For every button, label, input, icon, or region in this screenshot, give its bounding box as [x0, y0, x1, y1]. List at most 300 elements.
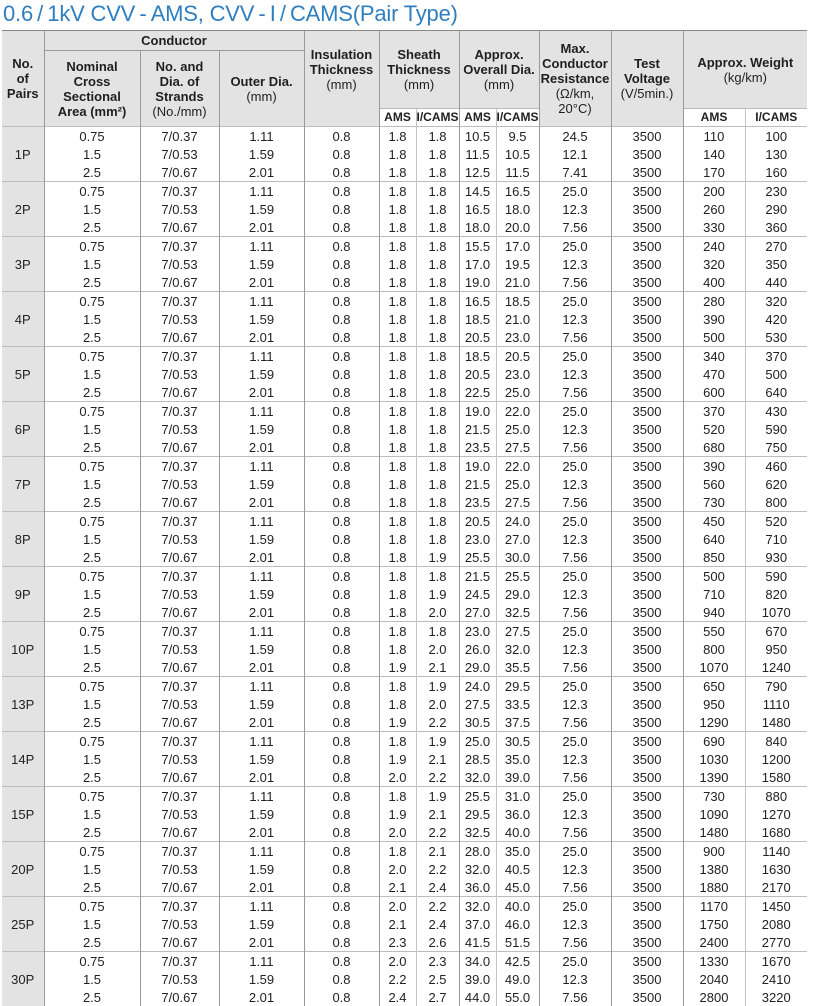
- overall-ams-cell: 23.0: [459, 530, 496, 548]
- outer-dia-cell: 1.11: [219, 512, 304, 531]
- weight-icams-cell: 2080: [745, 915, 807, 933]
- sheath-icams-cell: 1.8: [416, 182, 459, 201]
- sheath-icams-cell: 2.1: [416, 658, 459, 677]
- insulation-cell: 0.8: [304, 732, 379, 751]
- overall-icams-cell: 55.0: [496, 988, 539, 1006]
- weight-icams-cell: 100: [745, 127, 807, 146]
- sheath-icams-cell: 2.0: [416, 603, 459, 622]
- test-voltage-cell: 3500: [611, 347, 683, 366]
- overall-icams-cell: 46.0: [496, 915, 539, 933]
- resistance-cell: 12.3: [539, 420, 611, 438]
- insulation-cell: 0.8: [304, 457, 379, 476]
- insulation-cell: 0.8: [304, 200, 379, 218]
- overall-icams-cell: 22.0: [496, 402, 539, 421]
- weight-ams-cell: 710: [683, 585, 745, 603]
- outer-dia-cell: 1.11: [219, 677, 304, 696]
- test-voltage-cell: 3500: [611, 933, 683, 952]
- sheath-icams-cell: 1.8: [416, 457, 459, 476]
- sheath-ams-cell: 1.8: [379, 182, 416, 201]
- sheath-icams-cell: 2.2: [416, 768, 459, 787]
- sheath-ams-cell: 1.8: [379, 292, 416, 311]
- table-row: [2, 347, 807, 366]
- weight-ams-cell: 640: [683, 530, 745, 548]
- table-row: [2, 897, 807, 916]
- overall-icams-cell: 35.0: [496, 842, 539, 861]
- sheath-icams-cell: 2.1: [416, 750, 459, 768]
- overall-ams-cell: 21.5: [459, 420, 496, 438]
- outer-dia-cell: 2.01: [219, 328, 304, 347]
- insulation-cell: 0.8: [304, 328, 379, 347]
- test-voltage-cell: 3500: [611, 952, 683, 971]
- outer-dia-cell: 1.59: [219, 860, 304, 878]
- outer-dia-cell: 1.59: [219, 145, 304, 163]
- sheath-icams-cell: 1.8: [416, 310, 459, 328]
- outer-dia-cell: 2.01: [219, 548, 304, 567]
- overall-ams-cell: 10.5: [459, 127, 496, 146]
- table-row: [2, 585, 807, 603]
- header-outer-dia: Outer Dia. (mm): [219, 51, 304, 127]
- weight-icams-cell: 460: [745, 457, 807, 476]
- weight-ams-cell: 690: [683, 732, 745, 751]
- sheath-ams-cell: 1.8: [379, 548, 416, 567]
- weight-icams-cell: 640: [745, 383, 807, 402]
- weight-icams-cell: 820: [745, 585, 807, 603]
- sheath-ams-cell: 1.8: [379, 127, 416, 146]
- pairs-cell: 9P: [2, 567, 44, 622]
- strands-cell: 7/0.37: [140, 127, 219, 146]
- test-voltage-cell: 3500: [611, 182, 683, 201]
- overall-icams-cell: 25.5: [496, 567, 539, 586]
- weight-icams-cell: 360: [745, 218, 807, 237]
- overall-icams-cell: 40.5: [496, 860, 539, 878]
- insulation-cell: 0.8: [304, 493, 379, 512]
- overall-ams-cell: 32.0: [459, 768, 496, 787]
- strands-cell: 7/0.37: [140, 512, 219, 531]
- test-voltage-cell: 3500: [611, 567, 683, 586]
- table-row: [2, 292, 807, 311]
- weight-ams-cell: 390: [683, 457, 745, 476]
- table-row: [2, 732, 807, 751]
- sheath-ams-cell: 1.8: [379, 512, 416, 531]
- insulation-cell: 0.8: [304, 768, 379, 787]
- insulation-cell: 0.8: [304, 787, 379, 806]
- strands-cell: 7/0.53: [140, 585, 219, 603]
- insulation-cell: 0.8: [304, 897, 379, 916]
- nominal-area-cell: 0.75: [44, 292, 140, 311]
- table-row: [2, 658, 807, 677]
- strands-cell: 7/0.67: [140, 878, 219, 897]
- strands-cell: 7/0.67: [140, 218, 219, 237]
- weight-ams-cell: 240: [683, 237, 745, 256]
- test-voltage-cell: 3500: [611, 145, 683, 163]
- weight-icams-cell: 160: [745, 163, 807, 182]
- resistance-cell: 25.0: [539, 457, 611, 476]
- sheath-icams-cell: 2.2: [416, 713, 459, 732]
- test-voltage-cell: 3500: [611, 658, 683, 677]
- nominal-area-cell: 0.75: [44, 897, 140, 916]
- table-row: [2, 182, 807, 201]
- weight-ams-cell: 390: [683, 310, 745, 328]
- nominal-area-cell: 2.5: [44, 438, 140, 457]
- test-voltage-cell: 3500: [611, 677, 683, 696]
- nominal-area-cell: 2.5: [44, 933, 140, 952]
- insulation-cell: 0.8: [304, 347, 379, 366]
- overall-ams-cell: 11.5: [459, 145, 496, 163]
- overall-ams-cell: 44.0: [459, 988, 496, 1006]
- strands-cell: 7/0.53: [140, 805, 219, 823]
- insulation-cell: 0.8: [304, 475, 379, 493]
- sheath-icams-cell: 1.8: [416, 292, 459, 311]
- test-voltage-cell: 3500: [611, 768, 683, 787]
- nominal-area-cell: 0.75: [44, 182, 140, 201]
- insulation-cell: 0.8: [304, 750, 379, 768]
- table-row: [2, 163, 807, 182]
- table-row: [2, 475, 807, 493]
- test-voltage-cell: 3500: [611, 200, 683, 218]
- overall-ams-cell: 18.5: [459, 310, 496, 328]
- outer-dia-cell: 1.11: [219, 347, 304, 366]
- weight-icams-cell: 670: [745, 622, 807, 641]
- insulation-cell: 0.8: [304, 530, 379, 548]
- table-row: [2, 402, 807, 421]
- overall-ams-cell: 23.0: [459, 622, 496, 641]
- header-resistance: Max. Conductor Resistance (Ω/km, 20°C): [539, 31, 611, 127]
- strands-cell: 7/0.37: [140, 457, 219, 476]
- strands-cell: 7/0.53: [140, 695, 219, 713]
- overall-ams-cell: 19.0: [459, 273, 496, 292]
- outer-dia-cell: 1.59: [219, 915, 304, 933]
- sheath-ams-cell: 2.1: [379, 878, 416, 897]
- nominal-area-cell: 1.5: [44, 640, 140, 658]
- weight-ams-cell: 400: [683, 273, 745, 292]
- header-test-voltage: Test Voltage (V/5min.): [611, 31, 683, 127]
- nominal-area-cell: 2.5: [44, 493, 140, 512]
- weight-icams-cell: 590: [745, 567, 807, 586]
- table-row: [2, 255, 807, 273]
- nominal-area-cell: 0.75: [44, 842, 140, 861]
- sheath-icams-cell: 1.8: [416, 567, 459, 586]
- table-row: [2, 952, 807, 971]
- pairs-cell: 2P: [2, 182, 44, 237]
- overall-icams-cell: 18.5: [496, 292, 539, 311]
- weight-icams-cell: 3220: [745, 988, 807, 1006]
- insulation-cell: 0.8: [304, 273, 379, 292]
- test-voltage-cell: 3500: [611, 402, 683, 421]
- nominal-area-cell: 0.75: [44, 402, 140, 421]
- nominal-area-cell: 1.5: [44, 365, 140, 383]
- strands-cell: 7/0.53: [140, 310, 219, 328]
- weight-ams-cell: 520: [683, 420, 745, 438]
- sheath-icams-cell: 2.6: [416, 933, 459, 952]
- overall-ams-cell: 18.5: [459, 347, 496, 366]
- outer-dia-cell: 2.01: [219, 768, 304, 787]
- overall-ams-cell: 21.5: [459, 475, 496, 493]
- overall-icams-cell: 30.0: [496, 548, 539, 567]
- test-voltage-cell: 3500: [611, 438, 683, 457]
- insulation-cell: 0.8: [304, 622, 379, 641]
- weight-ams-cell: 500: [683, 328, 745, 347]
- weight-ams-cell: 1290: [683, 713, 745, 732]
- weight-icams-cell: 290: [745, 200, 807, 218]
- test-voltage-cell: 3500: [611, 328, 683, 347]
- weight-ams-cell: 470: [683, 365, 745, 383]
- weight-icams-cell: 1630: [745, 860, 807, 878]
- overall-icams-cell: 21.0: [496, 310, 539, 328]
- sheath-icams-cell: 1.8: [416, 622, 459, 641]
- header-insulation: Insulation Thickness (mm): [304, 31, 379, 109]
- table-header: [2, 31, 807, 127]
- resistance-cell: 12.3: [539, 585, 611, 603]
- weight-icams-cell: 2410: [745, 970, 807, 988]
- overall-icams-cell: 24.0: [496, 512, 539, 531]
- outer-dia-cell: 1.11: [219, 952, 304, 971]
- resistance-cell: 12.3: [539, 310, 611, 328]
- overall-icams-cell: 32.0: [496, 640, 539, 658]
- outer-dia-cell: 2.01: [219, 823, 304, 842]
- sheath-icams-cell: 1.9: [416, 787, 459, 806]
- strands-cell: 7/0.37: [140, 952, 219, 971]
- resistance-cell: 7.56: [539, 658, 611, 677]
- table-row: [2, 750, 807, 768]
- table-row: [2, 328, 807, 347]
- weight-ams-cell: 2040: [683, 970, 745, 988]
- weight-ams-cell: 1750: [683, 915, 745, 933]
- overall-icams-cell: 19.5: [496, 255, 539, 273]
- strands-cell: 7/0.67: [140, 658, 219, 677]
- sheath-ams-cell: 1.8: [379, 383, 416, 402]
- test-voltage-cell: 3500: [611, 878, 683, 897]
- test-voltage-cell: 3500: [611, 163, 683, 182]
- overall-icams-cell: 40.0: [496, 823, 539, 842]
- overall-icams-cell: 49.0: [496, 970, 539, 988]
- table-row: [2, 713, 807, 732]
- overall-icams-cell: 16.5: [496, 182, 539, 201]
- table-row: [2, 145, 807, 163]
- test-voltage-cell: 3500: [611, 457, 683, 476]
- overall-icams-cell: 17.0: [496, 237, 539, 256]
- outer-dia-cell: 1.59: [219, 475, 304, 493]
- sheath-icams-cell: 2.1: [416, 842, 459, 861]
- overall-icams-cell: 27.0: [496, 530, 539, 548]
- insulation-cell: 0.8: [304, 658, 379, 677]
- sheath-ams-cell: 1.8: [379, 677, 416, 696]
- resistance-cell: 25.0: [539, 732, 611, 751]
- nominal-area-cell: 2.5: [44, 768, 140, 787]
- table-row: [2, 383, 807, 402]
- table-row: [2, 677, 807, 696]
- nominal-area-cell: 2.5: [44, 548, 140, 567]
- overall-ams-cell: 32.5: [459, 823, 496, 842]
- weight-icams-cell: 1480: [745, 713, 807, 732]
- table-row: [2, 493, 807, 512]
- weight-icams-cell: 1200: [745, 750, 807, 768]
- weight-icams-cell: 710: [745, 530, 807, 548]
- table-row: [2, 823, 807, 842]
- sheath-icams-cell: 1.9: [416, 585, 459, 603]
- spec-table: [2, 30, 807, 1006]
- weight-ams-cell: 800: [683, 640, 745, 658]
- insulation-cell: 0.8: [304, 860, 379, 878]
- weight-ams-cell: 950: [683, 695, 745, 713]
- nominal-area-cell: 2.5: [44, 328, 140, 347]
- sheath-ams-cell: 1.8: [379, 493, 416, 512]
- weight-ams-cell: 1330: [683, 952, 745, 971]
- table-row: [2, 878, 807, 897]
- table-row: [2, 970, 807, 988]
- outer-dia-cell: 1.11: [219, 842, 304, 861]
- overall-icams-cell: 42.5: [496, 952, 539, 971]
- strands-cell: 7/0.37: [140, 732, 219, 751]
- overall-icams-cell: 39.0: [496, 768, 539, 787]
- resistance-cell: 24.5: [539, 127, 611, 146]
- strands-cell: 7/0.37: [140, 622, 219, 641]
- test-voltage-cell: 3500: [611, 218, 683, 237]
- weight-ams-cell: 370: [683, 402, 745, 421]
- sheath-icams-cell: 2.1: [416, 805, 459, 823]
- header-conductor: Conductor: [44, 31, 304, 51]
- resistance-cell: 12.3: [539, 255, 611, 273]
- table-row: [2, 457, 807, 476]
- table-row: [2, 860, 807, 878]
- overall-ams-cell: 24.0: [459, 677, 496, 696]
- nominal-area-cell: 2.5: [44, 823, 140, 842]
- test-voltage-cell: 3500: [611, 548, 683, 567]
- sheath-icams-cell: 1.9: [416, 732, 459, 751]
- overall-ams-cell: 32.0: [459, 860, 496, 878]
- sheath-icams-cell: 1.8: [416, 163, 459, 182]
- weight-ams-cell: 680: [683, 438, 745, 457]
- header-sheath-icams: I/CAMS: [416, 109, 459, 127]
- sheath-ams-cell: 1.9: [379, 713, 416, 732]
- overall-icams-cell: 33.5: [496, 695, 539, 713]
- nominal-area-cell: 2.5: [44, 603, 140, 622]
- overall-ams-cell: 25.5: [459, 787, 496, 806]
- sheath-ams-cell: 1.8: [379, 640, 416, 658]
- insulation-cell: 0.8: [304, 383, 379, 402]
- test-voltage-cell: 3500: [611, 897, 683, 916]
- resistance-cell: 7.56: [539, 603, 611, 622]
- sheath-ams-cell: 1.8: [379, 457, 416, 476]
- overall-icams-cell: 10.5: [496, 145, 539, 163]
- strands-cell: 7/0.37: [140, 787, 219, 806]
- test-voltage-cell: 3500: [611, 970, 683, 988]
- sheath-ams-cell: 2.1: [379, 915, 416, 933]
- overall-icams-cell: 25.0: [496, 420, 539, 438]
- overall-icams-cell: 25.0: [496, 383, 539, 402]
- table-row: [2, 420, 807, 438]
- outer-dia-cell: 1.11: [219, 622, 304, 641]
- weight-icams-cell: 2170: [745, 878, 807, 897]
- nominal-area-cell: 1.5: [44, 255, 140, 273]
- sheath-ams-cell: 1.8: [379, 310, 416, 328]
- weight-ams-cell: 330: [683, 218, 745, 237]
- weight-ams-cell: 1880: [683, 878, 745, 897]
- nominal-area-cell: 1.5: [44, 860, 140, 878]
- resistance-cell: 25.0: [539, 292, 611, 311]
- resistance-cell: 7.56: [539, 768, 611, 787]
- overall-ams-cell: 39.0: [459, 970, 496, 988]
- overall-icams-cell: 21.0: [496, 273, 539, 292]
- strands-cell: 7/0.67: [140, 933, 219, 952]
- sheath-icams-cell: 2.5: [416, 970, 459, 988]
- resistance-cell: 25.0: [539, 182, 611, 201]
- sheath-icams-cell: 1.8: [416, 200, 459, 218]
- outer-dia-cell: 2.01: [219, 603, 304, 622]
- strands-cell: 7/0.67: [140, 548, 219, 567]
- header-weight-icams: I/CAMS: [745, 109, 807, 127]
- nominal-area-cell: 0.75: [44, 622, 140, 641]
- sheath-ams-cell: 1.8: [379, 163, 416, 182]
- nominal-area-cell: 1.5: [44, 200, 140, 218]
- outer-dia-cell: 2.01: [219, 273, 304, 292]
- outer-dia-cell: 1.59: [219, 365, 304, 383]
- nominal-area-cell: 1.5: [44, 750, 140, 768]
- test-voltage-cell: 3500: [611, 365, 683, 383]
- insulation-cell: 0.8: [304, 677, 379, 696]
- overall-ams-cell: 28.5: [459, 750, 496, 768]
- table-row: [2, 842, 807, 861]
- sheath-ams-cell: 1.8: [379, 365, 416, 383]
- pairs-cell: 3P: [2, 237, 44, 292]
- overall-icams-cell: 51.5: [496, 933, 539, 952]
- strands-cell: 7/0.67: [140, 163, 219, 182]
- insulation-cell: 0.8: [304, 933, 379, 952]
- insulation-cell: 0.8: [304, 292, 379, 311]
- sheath-ams-cell: 1.8: [379, 145, 416, 163]
- pairs-cell: 10P: [2, 622, 44, 677]
- weight-icams-cell: 320: [745, 292, 807, 311]
- weight-icams-cell: 950: [745, 640, 807, 658]
- overall-ams-cell: 15.5: [459, 237, 496, 256]
- weight-icams-cell: 230: [745, 182, 807, 201]
- outer-dia-cell: 1.11: [219, 567, 304, 586]
- overall-icams-cell: 23.0: [496, 328, 539, 347]
- resistance-cell: 25.0: [539, 952, 611, 971]
- weight-icams-cell: 440: [745, 273, 807, 292]
- resistance-cell: 7.41: [539, 163, 611, 182]
- overall-ams-cell: 29.5: [459, 805, 496, 823]
- resistance-cell: 25.0: [539, 897, 611, 916]
- weight-icams-cell: 130: [745, 145, 807, 163]
- overall-ams-cell: 30.5: [459, 713, 496, 732]
- outer-dia-cell: 1.59: [219, 695, 304, 713]
- nominal-area-cell: 2.5: [44, 163, 140, 182]
- table-row: [2, 548, 807, 567]
- overall-icams-cell: 27.5: [496, 438, 539, 457]
- header-insulation-cont: [304, 109, 379, 127]
- sheath-ams-cell: 1.9: [379, 805, 416, 823]
- sheath-ams-cell: 1.8: [379, 200, 416, 218]
- test-voltage-cell: 3500: [611, 420, 683, 438]
- test-voltage-cell: 3500: [611, 713, 683, 732]
- overall-ams-cell: 28.0: [459, 842, 496, 861]
- strands-cell: 7/0.37: [140, 347, 219, 366]
- weight-ams-cell: 600: [683, 383, 745, 402]
- outer-dia-cell: 2.01: [219, 493, 304, 512]
- weight-icams-cell: 1140: [745, 842, 807, 861]
- overall-ams-cell: 16.5: [459, 292, 496, 311]
- sheath-icams-cell: 2.0: [416, 640, 459, 658]
- weight-ams-cell: 1030: [683, 750, 745, 768]
- table-row: [2, 218, 807, 237]
- strands-cell: 7/0.53: [140, 530, 219, 548]
- test-voltage-cell: 3500: [611, 860, 683, 878]
- nominal-area-cell: 0.75: [44, 347, 140, 366]
- nominal-area-cell: 1.5: [44, 310, 140, 328]
- sheath-ams-cell: 2.0: [379, 768, 416, 787]
- strands-cell: 7/0.67: [140, 603, 219, 622]
- insulation-cell: 0.8: [304, 402, 379, 421]
